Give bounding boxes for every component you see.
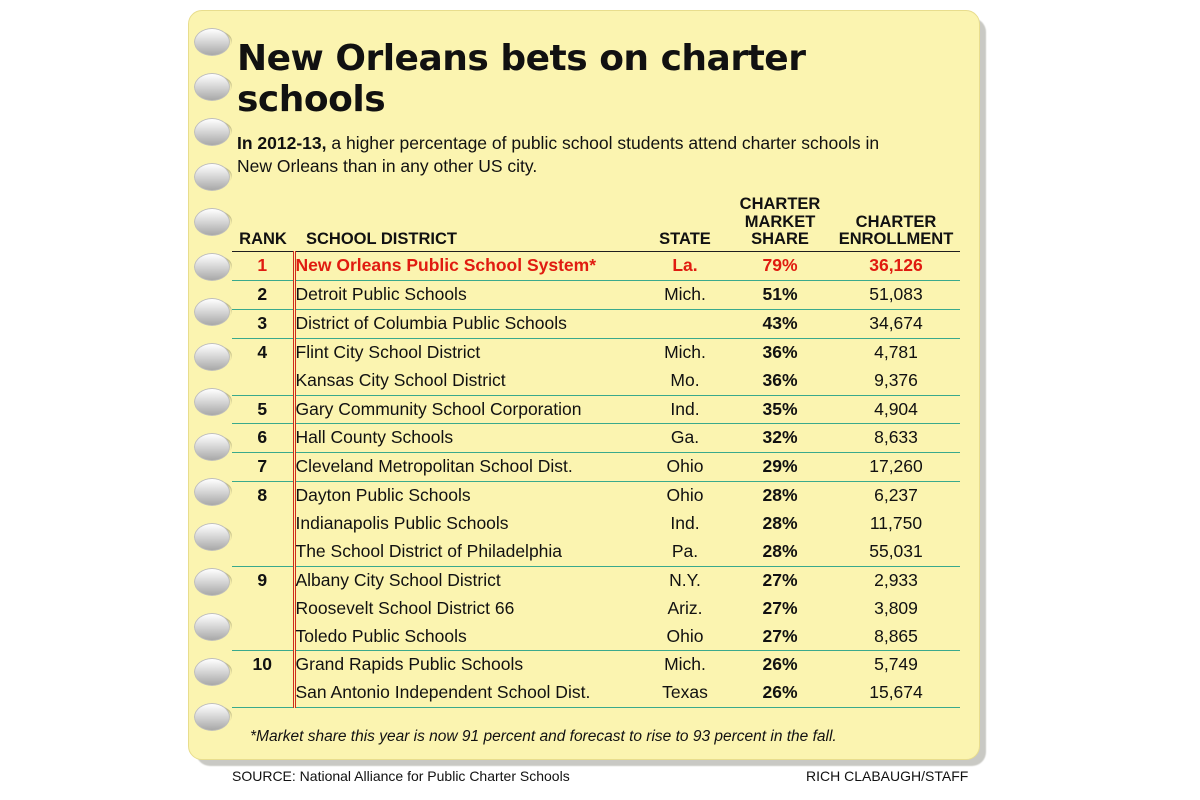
footnote: *Market share this year is now 91 percent and forecast to rise to 93 percent in the fall. (250, 728, 837, 746)
cell-rank (232, 538, 294, 566)
spiral-wire (194, 433, 230, 461)
table-row (232, 252, 960, 281)
cell-enrollment: 8,865 (874, 625, 918, 646)
market-share-line-3: SHARE (751, 229, 809, 248)
cell-enrollment: 36,126 (832, 252, 960, 281)
column-header-district: SCHOOL DISTRICT (306, 229, 457, 248)
cell-enrollment: 9,376 (874, 369, 918, 390)
table-row (232, 338, 960, 366)
cell-state: La. (642, 252, 728, 281)
cell-state (642, 309, 728, 338)
cell-market-share: 27% (728, 566, 832, 594)
cell-state: Texas (642, 679, 728, 707)
market-share-line-1: CHARTER (739, 195, 821, 214)
cell-market-share: 36% (762, 369, 798, 390)
cell-district: Hall County Schools (294, 424, 642, 453)
cell-state: Ind. (642, 395, 728, 424)
cell-district: Albany City School District (294, 566, 642, 594)
table-row (232, 395, 960, 424)
cell-district: Toledo Public Schools (294, 623, 642, 651)
cell-market-share: 26% (728, 679, 832, 707)
column-header-state: STATE (659, 229, 711, 248)
spiral-ring (194, 298, 234, 324)
cell-district: Grand Rapids Public Schools (294, 651, 642, 679)
spiral-ring (194, 433, 234, 459)
table-row (232, 538, 960, 566)
cell-rank: 6 (232, 424, 294, 453)
cell-market-share: 28% (762, 513, 798, 533)
spiral-wire (194, 253, 230, 281)
cell-district: Gary Community School Corporation (294, 395, 642, 424)
cell-rank: 4 (232, 338, 294, 366)
cell-rank: 3 (232, 309, 294, 338)
cell-state: Mich. (642, 281, 728, 310)
spiral-wire (194, 28, 230, 56)
cell-enrollment: 8,633 (832, 424, 960, 453)
cell-market-share: 79% (728, 252, 832, 281)
cell-market-share: 29% (728, 453, 832, 482)
enrollment-line-2: ENROLLMENT (838, 229, 954, 248)
cell-enrollment: 4,904 (832, 395, 960, 424)
cell-district: Kansas City School District (294, 367, 642, 395)
cell-market-share: 51% (728, 281, 832, 310)
cell-enrollment: 2,933 (832, 566, 960, 594)
spiral-ring (194, 118, 234, 144)
spiral-ring (194, 613, 234, 639)
cell-enrollment: 51,083 (832, 281, 960, 310)
cell-state: Ariz. (667, 597, 703, 618)
cell-market-share: 27% (762, 597, 798, 618)
spiral-wire (194, 163, 230, 191)
spiral-wire (194, 388, 230, 416)
infographic-content (232, 24, 962, 744)
cell-rank: 7 (232, 453, 294, 482)
spiral-ring (194, 343, 234, 369)
table-header (232, 196, 960, 251)
spiral-wire (194, 343, 230, 371)
cell-rank (232, 679, 294, 707)
column-header-rank: RANK (239, 229, 287, 248)
spiral-wire (194, 478, 230, 506)
cell-district: Dayton Public Schools (294, 482, 642, 510)
cell-enrollment: 55,031 (869, 540, 923, 561)
cell-district: New Orleans Public School System* (294, 252, 642, 281)
spiral-ring (194, 208, 234, 234)
subtitle-rest: a higher percentage of public school students attend charter schools in New Orleans than in any other US city. (237, 133, 880, 177)
table-row (232, 453, 960, 482)
table-row (232, 309, 960, 338)
spiral-wire (194, 703, 230, 731)
column-header-market-share (728, 196, 832, 251)
cell-state: N.Y. (642, 566, 728, 594)
cell-district: Roosevelt School District 66 (294, 595, 642, 623)
spiral-wire (194, 298, 230, 326)
spiral-ring (194, 28, 234, 54)
spiral-ring (194, 253, 234, 279)
spiral-wire (194, 73, 230, 101)
cell-district: The School District of Philadelphia (294, 538, 642, 566)
charter-schools-table (232, 196, 960, 708)
spiral-wire (194, 658, 230, 686)
spiral-ring (194, 658, 234, 684)
cell-market-share: 28% (762, 540, 798, 561)
spiral-wire (194, 523, 230, 551)
cell-rank (232, 510, 294, 538)
cell-state: Ga. (642, 424, 728, 453)
cell-enrollment: 11,750 (869, 513, 923, 533)
cell-district: District of Columbia Public Schools (294, 309, 642, 338)
spiral-ring (194, 568, 234, 594)
cell-enrollment: 15,674 (832, 679, 960, 707)
market-share-line-2: MARKET (744, 212, 816, 231)
table-row (232, 367, 960, 395)
table-row (232, 281, 960, 310)
cell-district: San Antonio Independent School Dist. (294, 679, 642, 707)
table-body (232, 252, 960, 708)
cell-market-share: 32% (728, 424, 832, 453)
table-row (232, 424, 960, 453)
subtitle-lead: In 2012-13, (237, 133, 327, 153)
cell-state: Ohio (642, 482, 728, 510)
cell-market-share: 36% (728, 338, 832, 366)
spiral-ring (194, 163, 234, 189)
cell-market-share: 43% (728, 309, 832, 338)
table-row (232, 679, 960, 707)
cell-state: Ohio (642, 453, 728, 482)
spiral-ring (194, 388, 234, 414)
page-title: New Orleans bets on charter schools (237, 38, 806, 120)
cell-district: Detroit Public Schools (294, 281, 642, 310)
cell-market-share: 26% (728, 651, 832, 679)
cell-rank: 5 (232, 395, 294, 424)
table-row (232, 651, 960, 679)
table-row (232, 623, 960, 651)
cell-rank (232, 623, 294, 651)
cell-state: Mich. (642, 338, 728, 366)
cell-enrollment: 3,809 (874, 597, 918, 618)
cell-enrollment: 34,674 (832, 309, 960, 338)
spiral-ring (194, 523, 234, 549)
cell-district: Flint City School District (294, 338, 642, 366)
spiral-wire (194, 613, 230, 641)
subtitle (237, 132, 897, 178)
cell-rank: 10 (232, 651, 294, 679)
cell-district: Indianapolis Public Schools (294, 510, 642, 538)
cell-rank (232, 595, 294, 623)
cell-state: Mich. (642, 651, 728, 679)
table-row (232, 482, 960, 510)
spiral-ring (194, 478, 234, 504)
cell-state: Ohio (666, 625, 704, 646)
spiral-wire (194, 568, 230, 596)
cell-enrollment: 17,260 (832, 453, 960, 482)
cell-rank: 9 (232, 566, 294, 594)
cell-rank: 2 (232, 281, 294, 310)
cell-enrollment: 5,749 (832, 651, 960, 679)
spiral-wire (194, 118, 230, 146)
cell-market-share: 35% (728, 395, 832, 424)
cell-market-share: 28% (728, 482, 832, 510)
cell-enrollment: 6,237 (832, 482, 960, 510)
cell-rank: 8 (232, 482, 294, 510)
spiral-ring (194, 73, 234, 99)
column-header-enrollment (832, 196, 960, 251)
enrollment-line-1: CHARTER (855, 212, 937, 231)
cell-enrollment: 4,781 (832, 338, 960, 366)
table-row (232, 566, 960, 594)
credit-line: RICH CLABAUGH/STAFF (806, 768, 969, 784)
spiral-wire (194, 208, 230, 236)
cell-rank (232, 367, 294, 395)
source-line: SOURCE: National Alliance for Public Charter Schools (232, 768, 570, 784)
spiral-ring (194, 703, 234, 729)
table-row (232, 595, 960, 623)
cell-district: Cleveland Metropolitan School Dist. (294, 453, 642, 482)
cell-state: Pa. (671, 540, 699, 561)
cell-market-share: 27% (762, 625, 798, 646)
cell-state: Mo. (670, 369, 700, 390)
cell-rank: 1 (232, 252, 294, 281)
spiral-binding (190, 10, 236, 758)
cell-state: Ind. (670, 513, 700, 533)
table-row (232, 510, 960, 538)
